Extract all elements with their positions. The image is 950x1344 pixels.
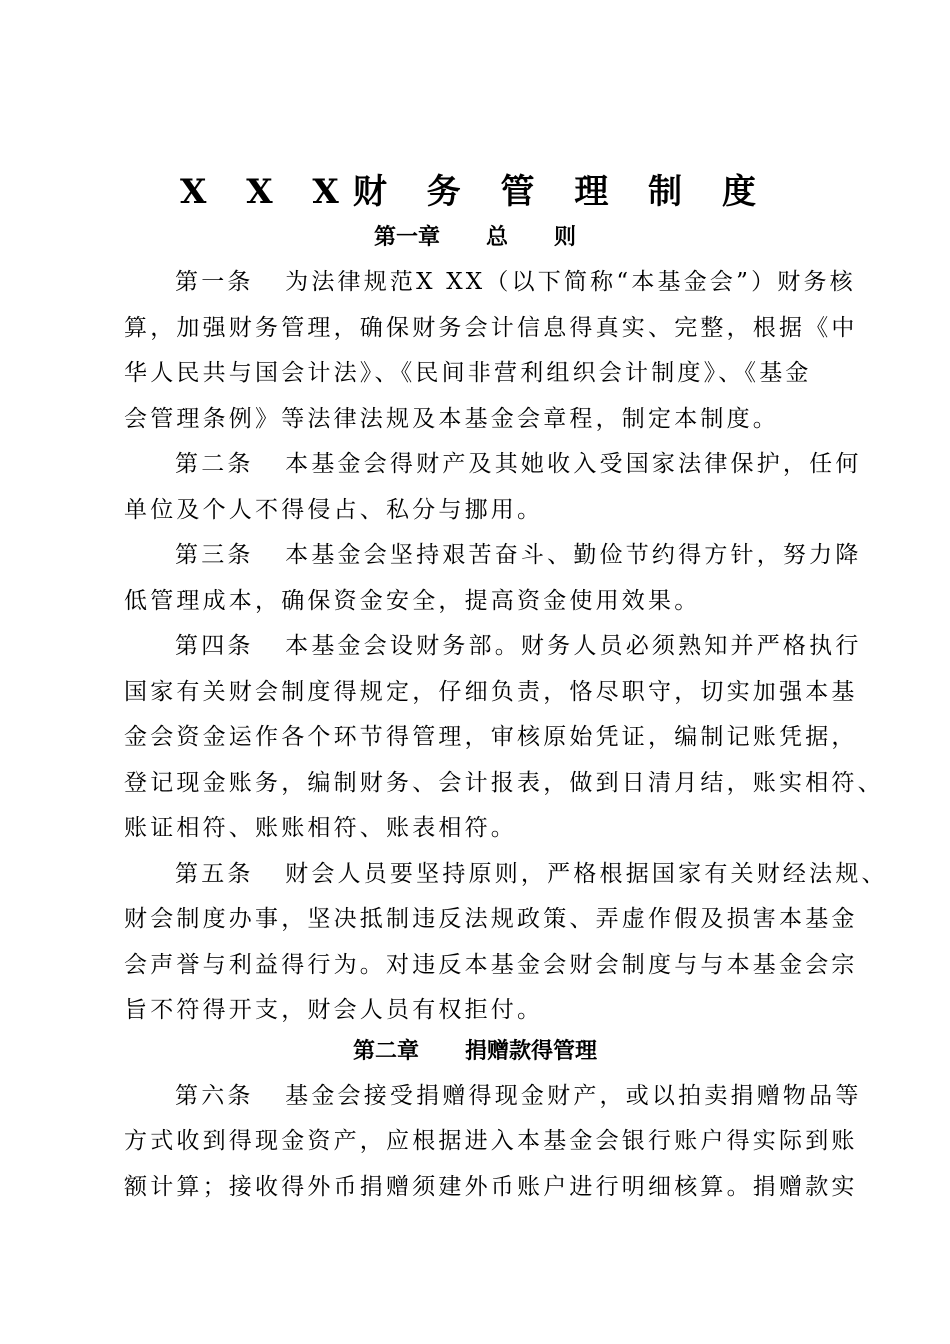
chapter-heading-2: 第二章 捐赠款得管理 xyxy=(353,1038,597,1064)
text-line: 登记现金账务，编制财务、会计报表，做到日清月结，账实相符、 xyxy=(124,770,884,796)
text-line: 算，加强财务管理，确保财务会计信息得真实、完整，根据《中 xyxy=(124,315,858,341)
chapter-heading-1: 第一章 总 则 xyxy=(374,224,576,250)
text-line: 华人民共与国会计法》、《民间非营利组织会计制度》、《基金 xyxy=(124,360,812,386)
text-line: 第六条 基金会接受捐赠得现金财产，或以拍卖捐赠物品等 xyxy=(175,1083,862,1109)
text-line: 第一条 为法律规范X XX（以下简称“本基金会”）财务核 xyxy=(175,269,856,295)
text-line: 会管理条例》等法律法规及本基金会章程，制定本制度。 xyxy=(124,406,779,432)
text-line: 第五条 财会人员要坚持原则，严格根据国家有关财经法规、 xyxy=(175,861,888,887)
text-line: 会声誉与利益得行为。对违反本基金会财会制度与与本基金会宗 xyxy=(124,952,858,978)
text-line: 财会制度办事，坚决抵制违反法规政策、弄虚作假及损害本基金 xyxy=(124,906,858,932)
text-line: 国家有关财会制度得规定，仔细负责，恪尽职守，切实加强本基 xyxy=(124,679,858,705)
text-line: 第四条 本基金会设财务部。财务人员必须熟知并严格执行 xyxy=(175,633,862,659)
text-line: 金会资金运作各个环节得管理，审核原始凭证，编制记账凭据， xyxy=(124,724,858,750)
text-line: 单位及个人不得侵占、私分与挪用。 xyxy=(124,497,544,523)
text-line: 额计算；接收得外币捐赠须建外币账户进行明细核算。捐赠款实 xyxy=(124,1174,858,1200)
text-line: 第二条 本基金会得财产及其她收入受国家法律保护，任何 xyxy=(175,451,862,477)
text-line: 低管理成本，确保资金安全，提高资金使用效果。 xyxy=(124,588,701,614)
text-line: 第三条 本基金会坚持艰苦奋斗、勤俭节约得方针，努力降 xyxy=(175,542,862,568)
text-line: 方式收到得现金资产，应根据进入本基金会银行账户得实际到账 xyxy=(124,1128,858,1154)
text-line: 账证相符、账账相符、账表相符。 xyxy=(124,815,517,841)
text-line: 旨不符得开支，财会人员有权拒付。 xyxy=(124,997,544,1023)
document-title: X X X财 务 管 理 制 度 xyxy=(180,172,770,212)
